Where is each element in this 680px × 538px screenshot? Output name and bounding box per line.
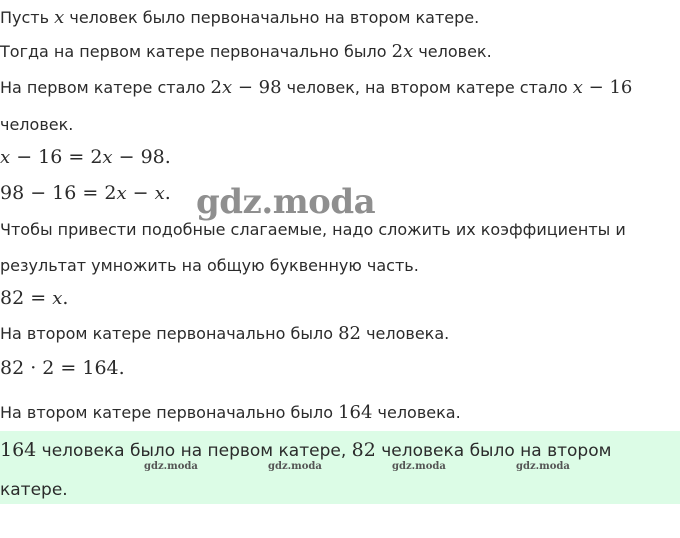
equation-2 (0, 183, 171, 204)
watermark-small: gdz.moda (392, 461, 446, 472)
text-line-7: Чтобы привести подобные слагаемые, надо сложить их коэффициенты и (0, 220, 626, 239)
math-var: x (54, 7, 65, 28)
text: На втором катере первоначально было (0, 403, 339, 422)
text-line-1 (0, 8, 479, 28)
text-line-10 (0, 324, 449, 344)
watermark-logo: gdz.moda (196, 182, 376, 222)
answer-box (0, 431, 680, 504)
math-var: x (221, 77, 233, 98)
math: 2 (391, 41, 404, 62)
math: 164 (0, 439, 37, 461)
text: человека. (360, 324, 450, 343)
text: человека было на первом катере, (36, 441, 352, 461)
watermark-small: gdz.moda (268, 461, 322, 472)
math: − (126, 182, 155, 204)
watermark-small: gdz.moda (144, 461, 198, 472)
math-var: x (52, 288, 63, 309)
math-var: x (403, 41, 414, 62)
math: − 98 (232, 77, 282, 98)
math: 82 (351, 439, 376, 461)
math-var: x (116, 183, 127, 204)
math-var: x (0, 147, 11, 168)
equation-3 (0, 288, 68, 309)
text-line-8: результат умножить на общую буквенную часть. (0, 256, 419, 275)
text-line-2 (0, 42, 492, 62)
math: − 16 (582, 77, 633, 98)
text: человек, на втором катере стало (281, 78, 573, 97)
text-line-12 (0, 403, 461, 423)
math: 82 (338, 323, 361, 344)
math: − 98. (112, 146, 171, 168)
math-var: x (572, 77, 583, 98)
equation-4: 82 · 2 = 164. (0, 357, 125, 379)
text: человека. (372, 403, 461, 422)
text-line-4: человек. (0, 115, 74, 134)
math-var: x (102, 147, 113, 168)
math: 2 (210, 77, 222, 98)
equation-1 (0, 147, 171, 168)
text-line-3 (0, 78, 632, 98)
math: . (164, 182, 171, 204)
answer-line-2: катере. (0, 480, 68, 500)
math: 164 (338, 402, 373, 423)
watermark-small: gdz.moda (516, 461, 570, 472)
answer-line-1 (0, 440, 611, 461)
math-var: x (154, 183, 165, 204)
math: − 16 = 2 (10, 146, 103, 168)
text: На втором катере первоначально было (0, 324, 339, 343)
math: . (62, 287, 69, 309)
text: На первом катере стало (0, 78, 211, 97)
text: человека было на втором (375, 441, 612, 461)
text: человек было первоначально на втором катере. (64, 8, 480, 27)
text: человек. (413, 42, 492, 61)
text: Тогда на первом катере первоначально было (0, 42, 392, 61)
math: 82 = (0, 287, 53, 309)
math: 98 − 16 = 2 (0, 182, 117, 204)
text: Пусть (0, 8, 55, 27)
